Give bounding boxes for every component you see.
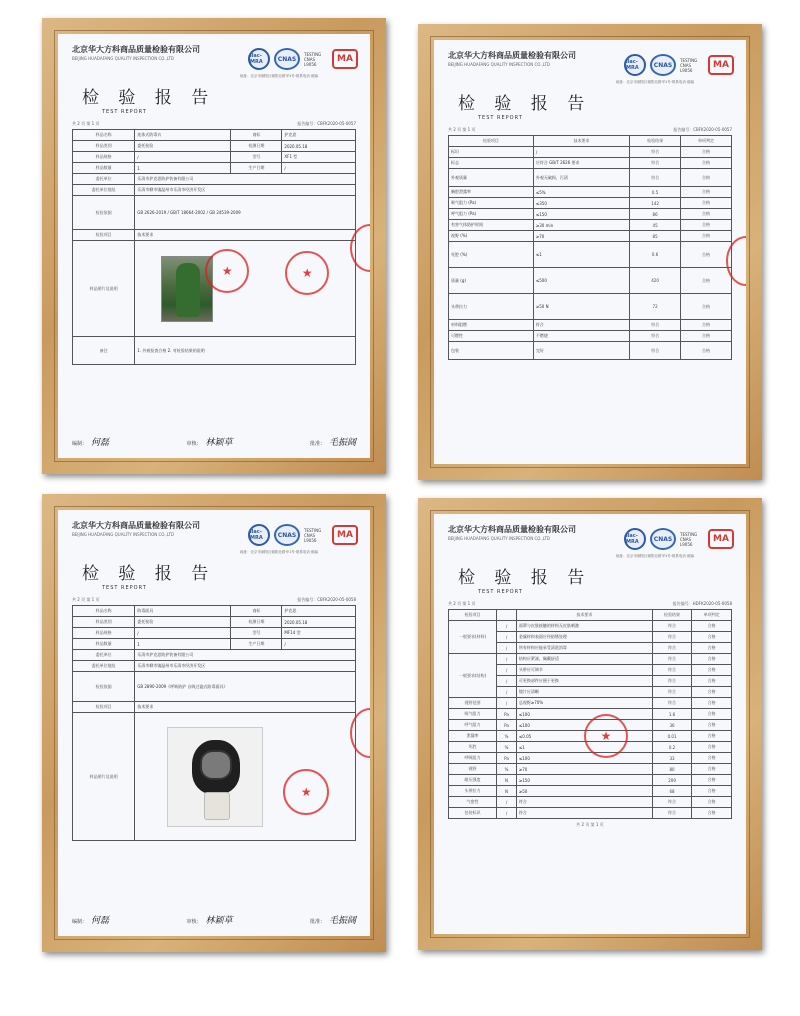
cma-logo-icon: MA	[332, 525, 358, 545]
table-row: 吸气阻力 (Pa) ≤350 142 合格	[449, 198, 732, 209]
table-row: 头带拉力 ≥50 N 72 合格	[449, 294, 732, 320]
table-row: 样品数量 1 生产日期 /	[73, 163, 356, 174]
table-row: 呼气阻力 Pa ≤100 36 合格	[449, 720, 732, 731]
table-row: 材料阻燃 符合 符合 合格	[449, 320, 732, 331]
table-row: 头带拉力 N ≥50 68 合格	[449, 786, 732, 797]
table-row: 检验依据 GB 2626-2019 / GB/T 18664-2002 / GB 24539-2009	[73, 196, 356, 230]
report-subtitle: TEST REPORT	[102, 585, 147, 591]
report-title: 检 验 报 告	[82, 88, 216, 108]
ilac-text: TESTING CNAS L9056	[304, 527, 322, 543]
cma-logo-icon: MA	[708, 55, 734, 75]
table-row: 委托单位 乐清市护克思防护装备有限公司	[73, 650, 356, 661]
table-row: 样品数量 1 生产日期 /	[73, 639, 356, 650]
table-row: 呼吸阻力 Pa ≤100 33 合格	[449, 753, 732, 764]
table-row: 样品名称 连体式防毒衣 商标 护克思	[73, 130, 356, 141]
report-page-1	[58, 34, 370, 458]
table-row: 标识 / 符合 合格	[449, 147, 732, 158]
org-name: 北京华大方科商品质量检验有限公司	[448, 51, 576, 60]
org-name-en: BEIJING HUADAFANG QUALITY INSPECTION CO.,LTD	[72, 532, 175, 537]
org-name-en: BEIJING HUADAFANG QUALITY INSPECTION CO.,LTD	[448, 62, 551, 67]
ilac-logo-icon: ilac-MRA	[248, 524, 270, 546]
red-stamp: ★	[285, 251, 329, 295]
table-row: 样品类别 委托检验 检测日期 2020.05.18	[73, 141, 356, 152]
report-page-2: 北京华大方科商品质量检验有限公司 BEIJING HUADAFANG QUALITY INSPECTION CO.,LTD ilac-MRA CNAS TESTING CNAS L9056 MA 地址：北京市朝阳区朝阳北路甲1号·联系电话·邮编 检 验 报 告 TEST REPORT 共 2 页 第 1 页 报告编号：CBFK2020-05-0057 检验项目 技术要求 检验结果 单项判定 标识 / 符合 合格 标志 应符合 GB/T 2626 要求 符合 合格 外观质量 外观无破损、污渍 符合 合格 胸腔泄露率 ≤5% 0.5 合格 吸气阻力 (Pa) ≤350 142 合格 呼气阻力 (Pa) ≤150 86 合格 有害气体防护时间 ≥30 min 45 合格 视野 (%) ≥70 85 合格 死腔 (%) ≤1 0.6 合格 质量 (g) ≤500 420 合格 头带拉力 ≥50 N 72 合格 材料阻燃 符合 符合 合格 可燃性 不燃烧 符合 合格 包装 完好 符合 合格	[434, 40, 746, 464]
table-row: 死腔 (%) ≤1 0.6 合格	[449, 242, 732, 268]
signatures: 编制： 何磊 审核： 林颖草 批准： 毛振阔	[72, 438, 356, 448]
cnas-logo-icon: CNAS	[274, 524, 300, 546]
table-row: 气密性 / 符合 符合 合格	[449, 797, 732, 808]
report-no: CBFK2020-05-0057	[693, 127, 732, 132]
report-table-4	[448, 609, 732, 819]
ilac-logo-icon: ilac-MRA	[248, 48, 270, 70]
table-header: 检验项目 技术要求 检验结果 单项判定	[449, 610, 732, 621]
address: 地址：北京市朝阳区朝阳北路甲1号·联系电话·邮编	[616, 80, 694, 84]
table-row: 视野 (%) ≥70 85 合格	[449, 231, 732, 242]
report-no-label: 报告编号：	[297, 121, 318, 126]
report-frame-3	[42, 494, 386, 952]
table-row: 样品类别 委托检验 检测日期 2020.05.18	[73, 617, 356, 628]
photo-label: 样品照片及说明	[73, 241, 135, 337]
table-row: 一般要求(结构) / 结构应紧凑、佩戴舒适 符合 合格	[449, 654, 732, 665]
red-stamp: ★	[584, 714, 628, 758]
red-stamp: ★	[205, 249, 249, 293]
red-stamp: ★	[283, 769, 329, 815]
ilac-text: TESTING CNAS L9056	[680, 57, 698, 73]
table-row: 备注 1. 外观检查合格 2. 对检验结果的说明	[73, 337, 356, 365]
table-row: 包装标识 / 符合 符合 合格	[449, 808, 732, 819]
cnas-logo-icon: CNAS	[274, 48, 300, 70]
report-table-3	[72, 605, 356, 841]
address: 地址：北京市朝阳区朝阳北路甲1号·联系电话·邮编	[240, 550, 318, 554]
table-row: 视野范围 / 总视野≥70% 符合 合格	[449, 698, 732, 709]
table-row	[73, 241, 356, 337]
table-row: 标志 应符合 GB/T 2626 要求 符合 合格	[449, 158, 732, 169]
table-row: 样品规格 / 型号 XF1 型	[73, 152, 356, 163]
ilac-text: TESTING CNAS L9056	[304, 51, 322, 67]
address: 地址：北京市朝阳区朝阳北路甲1号·联系电话·邮编	[240, 74, 318, 78]
report-frame-2	[418, 24, 762, 480]
sample-photo-gas-mask	[167, 727, 263, 827]
report-table-1	[72, 129, 356, 365]
page-mark: 共 2 页 第 1 页	[448, 601, 476, 606]
table-row: / 头带应可调节 符合 合格	[449, 665, 732, 676]
report-subtitle: TEST REPORT	[478, 589, 523, 595]
table-header: 检验项目 技术要求 检验结果 单项判定	[449, 136, 732, 147]
table-row: 呼气阻力 (Pa) ≤150 86 合格	[449, 209, 732, 220]
table-row: 样品名称 防毒面具 商标 护克思	[73, 606, 356, 617]
org-name: 北京华大方科商品质量检验有限公司	[72, 45, 200, 54]
page-mark-bottom: 共 2 页 第 1 页	[576, 822, 604, 827]
table-row: / 金属材料表面应经防锈处理 符合 合格	[449, 632, 732, 643]
page-mark: 共 2 页 第 1 页	[72, 121, 100, 126]
table-row: 外观质量 外观无破损、污渍 符合 合格	[449, 169, 732, 187]
report-page-4: 北京华大方科商品质量检验有限公司 BEIJING HUADAFANG QUALITY INSPECTION CO.,LTD ilac-MRA CNAS TESTING CNAS L9056 MA 地址：北京市朝阳区朝阳北路甲1号·联系电话·邮编 检 验 报 告 TEST REPORT 共 2 页 第 1 页 报告编号：HDFK2020-05-0058 检验项目 技术要求 检验结果 单项判定 一般要求(材料) / 面罩与皮肤接触的材料无皮肤刺激 符合 合格 / 金属材料表面应经防锈处理 符合 合格 / 所有材料应能承受清洗消毒 符合 合格 一般要求(结构) / 结构应紧凑、佩戴舒适 符合 合格 / 头带应可调节 符合 合格 / 可更换部件应便于更换 符合 合格 / 镜片应清晰 符合 合格 视野范围 / 总视野≥70% 符合 合格 吸气阻力 Pa ≤100 1.6 合格 呼气阻力 Pa ≤100 36 合格 泄漏率 % ≤0.05 0.01 合格 死腔 % ≤1 0.2 合格 呼吸阻力 Pa ≤100 33 合格 视野 % ≥70 80 合格 耐压强度 N ≥150 209 合格 头带拉力 N ≥50 68 合格 气密性 / 符合 符合 合格 包装标识 / 符合 符合 合格 ★ 共 2 页 第 1 页	[434, 514, 746, 934]
report-title: 检 验 报 告	[458, 94, 592, 114]
table-row: 样品规格 / 型号 MF14 型	[73, 628, 356, 639]
signatures: 编制： 何磊 审核： 林颖草 批准： 毛振阔	[72, 916, 356, 926]
report-frame-4	[418, 498, 762, 950]
table-row: 胸腔泄露率 ≤5% 0.5 合格	[449, 187, 732, 198]
address: 地址：北京市朝阳区朝阳北路甲1号·联系电话·邮编	[616, 554, 694, 558]
report-frame-1	[42, 18, 386, 474]
table-row: 视野 % ≥70 80 合格	[449, 764, 732, 775]
table-row: / 镜片应清晰 符合 合格	[449, 687, 732, 698]
table-row: 委托单位 乐清市护克思防护装备有限公司	[73, 174, 356, 185]
table-row: 一般要求(材料) / 面罩与皮肤接触的材料无皮肤刺激 符合 合格	[449, 621, 732, 632]
page-mark: 共 2 页 第 1 页	[448, 127, 476, 132]
org-name: 北京华大方科商品质量检验有限公司	[72, 521, 200, 530]
ilac-text: TESTING CNAS L9056	[680, 531, 698, 547]
report-title: 检 验 报 告	[458, 568, 592, 588]
cert-logos	[624, 54, 734, 76]
cnas-logo-icon: CNAS	[650, 528, 676, 550]
table-row: 委托单位地址 乐清市柳市镇温州市乐清市经济开发区	[73, 185, 356, 196]
org-name-en: BEIJING HUADAFANG QUALITY INSPECTION CO.,LTD	[72, 56, 175, 61]
cma-logo-icon: MA	[708, 529, 734, 549]
table-row: 包装 完好 符合 合格	[449, 342, 732, 360]
report-subtitle: TEST REPORT	[102, 109, 147, 115]
cert-logos	[624, 528, 734, 550]
report-no: CBFK2020-05-0057	[317, 121, 356, 126]
report-title: 检 验 报 告	[82, 564, 216, 584]
table-row: 有害气体防护时间 ≥30 min 45 合格	[449, 220, 732, 231]
table-row: 泄漏率 % ≤0.05 0.01 合格	[449, 731, 732, 742]
table-row: 检验项目 技术要求	[73, 230, 356, 241]
cert-logos	[248, 524, 358, 546]
table-row: 耐压强度 N ≥150 209 合格	[449, 775, 732, 786]
page-mark: 共 2 页 第 1 页	[72, 597, 100, 602]
cert-logos	[248, 48, 358, 70]
photo-label: 样品照片及说明	[73, 713, 135, 841]
report-table-2	[448, 135, 732, 360]
ilac-logo-icon: ilac-MRA	[624, 54, 646, 76]
report-page-3: 北京华大方科商品质量检验有限公司 BEIJING HUADAFANG QUALITY INSPECTION CO.,LTD ilac-MRA CNAS TESTING CNAS L9056 MA 地址：北京市朝阳区朝阳北路甲1号·联系电话·邮编 检 验 报 告 TEST REPORT 共 2 页 第 1 页 报告编号：CBFK2020-05-0058 样品名称 防毒面具 商标 护克思 样品类别 委托检验 检测日期 2020.05.18 样品规格 / 型号 MF14 型 样品数量 1 生产日期 / 委托单位 乐清市护克思防护装备有限公司 委托单位地址 乐清市柳市镇温州市乐清市经济开发区 检验依据 GB 2890-2009《呼吸防护 自吸过滤式防毒面具》 检验项目 技术要求 样品照片及说明 ★ 编制： 何磊 审核： 林颖草 批准： 毛振阔	[58, 510, 370, 936]
report-no: HDFK2020-05-0058	[692, 601, 732, 606]
report-subtitle: TEST REPORT	[478, 115, 523, 121]
cnas-logo-icon: CNAS	[650, 54, 676, 76]
table-row: 检验依据 GB 2890-2009《呼吸防护 自吸过滤式防毒面具》	[73, 672, 356, 702]
table-row: 死腔 % ≤1 0.2 合格	[449, 742, 732, 753]
table-row: 检验项目 技术要求	[73, 702, 356, 713]
report-no: CBFK2020-05-0058	[317, 597, 356, 602]
table-row: / 可更换部件应便于更换 符合 合格	[449, 676, 732, 687]
table-row: 委托单位地址 乐清市柳市镇温州市乐清市经济开发区	[73, 661, 356, 672]
table-row	[73, 713, 356, 841]
table-row: 质量 (g) ≤500 420 合格	[449, 268, 732, 294]
table-row: 吸气阻力 Pa ≤100 1.6 合格	[449, 709, 732, 720]
org-name: 北京华大方科商品质量检验有限公司	[448, 525, 576, 534]
table-row: 可燃性 不燃烧 符合 合格	[449, 331, 732, 342]
ilac-logo-icon: ilac-MRA	[624, 528, 646, 550]
table-row: / 所有材料应能承受清洗消毒 符合 合格	[449, 643, 732, 654]
cma-logo-icon: MA	[332, 49, 358, 69]
org-name-en: BEIJING HUADAFANG QUALITY INSPECTION CO.,LTD	[448, 536, 551, 541]
